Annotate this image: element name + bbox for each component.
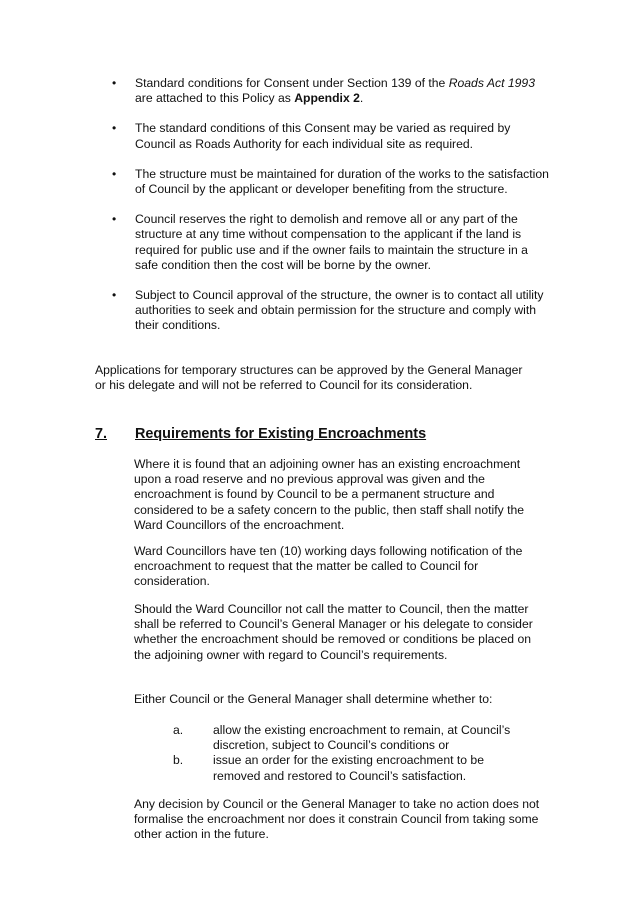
option-item xyxy=(173,753,533,783)
bullet-text: Council reserves the right to demolish and remove all or any part of the structure at any time without compensation to the applicant if the land is required for public use and if the owner fails to maintain the structure in a safe condition then the cost will be borne by the owner. xyxy=(135,212,528,272)
bullet-icon xyxy=(112,212,122,227)
option-item xyxy=(173,723,533,753)
roads-act-italic: Roads Act 1993 xyxy=(448,76,535,90)
option-text: issue an order for the existing encroachment to be removed and restored to Council’s satisfaction. xyxy=(213,753,484,783)
bullet-text: The standard conditions of this Consent may be varied as required by Council as Roads Authority for each individual site as required. xyxy=(135,121,511,151)
section-7-heading xyxy=(95,425,535,443)
bullet-text: The structure must be maintained for duration of the works to the satisfaction of Council by the applicant or developer benefiting from the structure. xyxy=(135,166,549,197)
determination-options-list xyxy=(173,723,533,784)
bullet-icon xyxy=(112,121,122,136)
conditions-bullet-list xyxy=(112,76,552,349)
section-7-paragraph-1: Where it is found that an adjoining owner has an existing encroachment upon a road reserve and no previous approval was given and the encroachment is found by Council to be a permanent structure and considered to be a safety concern to the public, then staff shall notify the Ward Councillors of the encroachment. xyxy=(134,457,525,532)
bullet-text-mid: are attached to this Policy as xyxy=(135,91,295,106)
bullet-icon xyxy=(112,76,122,91)
section-7-paragraph-4: Either Council or the General Manager shall determine whether to: xyxy=(134,692,493,706)
section-title: Requirements for Existing Encroachments xyxy=(135,426,427,442)
bullet-item xyxy=(112,121,552,151)
option-text: allow the existing encroachment to remain, at Council’s discretion, subject to Council’s conditions or xyxy=(213,723,511,753)
option-label: b. xyxy=(173,753,184,768)
appendix-reference: Appendix 2 xyxy=(294,91,360,106)
section-7-paragraph-5: Any decision by Council or the General Manager to take no action does not formalise the encroachment nor does it constrain Council from taking some other action in the future. xyxy=(134,797,540,842)
bullet-item xyxy=(112,212,552,273)
section-number: 7. xyxy=(95,426,108,442)
section-7-paragraph-3: Should the Ward Councillor not call the matter to Council, then the matter shall be referred to Council’s General Manager or his delegate to consider whether the encroachment should be removed or conditions be placed on the adjoining owner with regard to Council’s requirements. xyxy=(134,602,533,662)
bullet-text-post: . xyxy=(359,91,364,106)
bullet-text: Subject to Council approval of the structure, the owner is to contact all utility authorities to seek and obtain permission for the structure and comply with their conditions. xyxy=(135,288,544,333)
bullet-item xyxy=(112,288,552,334)
bullet-icon xyxy=(112,167,122,182)
bullet-text-pre: Standard conditions for Consent under Section 139 of the xyxy=(135,76,449,90)
temporary-structures-paragraph: Applications for temporary structures can be approved by the General Manager or his delegate and will not be referred to Council for its consideration. xyxy=(95,363,523,393)
option-label: a. xyxy=(173,723,184,737)
bullet-icon xyxy=(112,288,122,303)
bullet-item xyxy=(112,167,552,197)
bullet-item xyxy=(112,76,552,106)
section-7-paragraph-2: Ward Councillors have ten (10) working days following notification of the encroachment to request that the matter be called to Council for consideration. xyxy=(134,544,523,589)
